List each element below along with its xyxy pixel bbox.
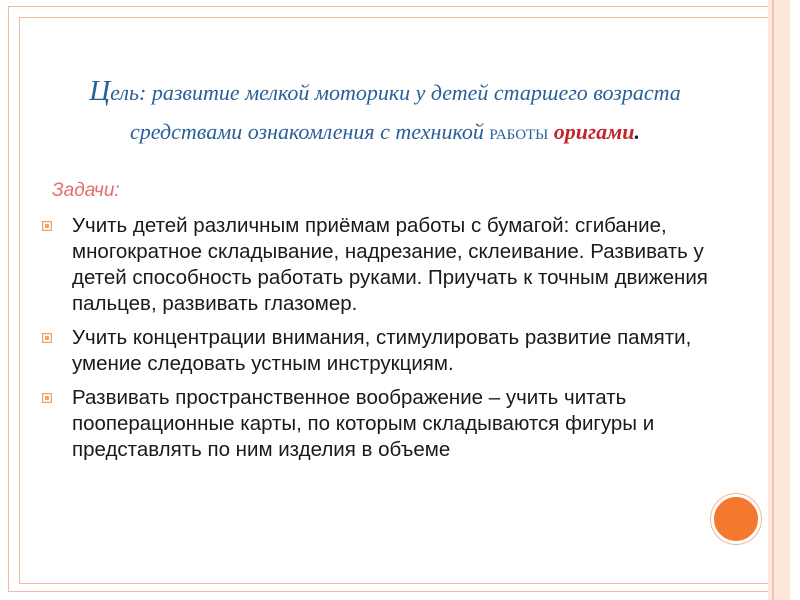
list-item: [36, 325, 726, 377]
square-bullet-icon: [42, 333, 52, 343]
decor-circle: [711, 494, 761, 544]
title-text-2: работы: [489, 119, 549, 144]
square-bullet-icon: [42, 393, 52, 403]
task-text: Развивать пространственное воображение – учить читать пооперационные карты, по которым складываются фигуры и представлять по ним изделия в объеме: [72, 386, 655, 461]
title-text: ель: развитие мелкой моторики у детей старшего возраста средствами ознакомления с техникой: [110, 80, 681, 144]
tasks-label: Задачи:: [52, 180, 120, 201]
list-item: [36, 213, 726, 317]
title-period: .: [634, 119, 640, 144]
task-text: Учить детей различным приёмам работы с бумагой: сгибание, многократное складывание, надрезание, склеивание. Развивать у детей способность работать руками. Приучать к точным движения пальцев, развивать глазомер.: [72, 214, 708, 315]
square-bullet-icon: [42, 221, 52, 231]
slide-title: [40, 72, 730, 151]
title-cap: Ц: [89, 75, 111, 107]
right-decor-line: [772, 0, 774, 600]
task-text: Учить концентрации внимания, стимулировать развитие памяти, умение следовать устным инструкциям.: [72, 326, 692, 375]
title-emphasis: оригами: [553, 119, 635, 144]
tasks-list: [36, 213, 726, 471]
list-item: [36, 385, 726, 463]
